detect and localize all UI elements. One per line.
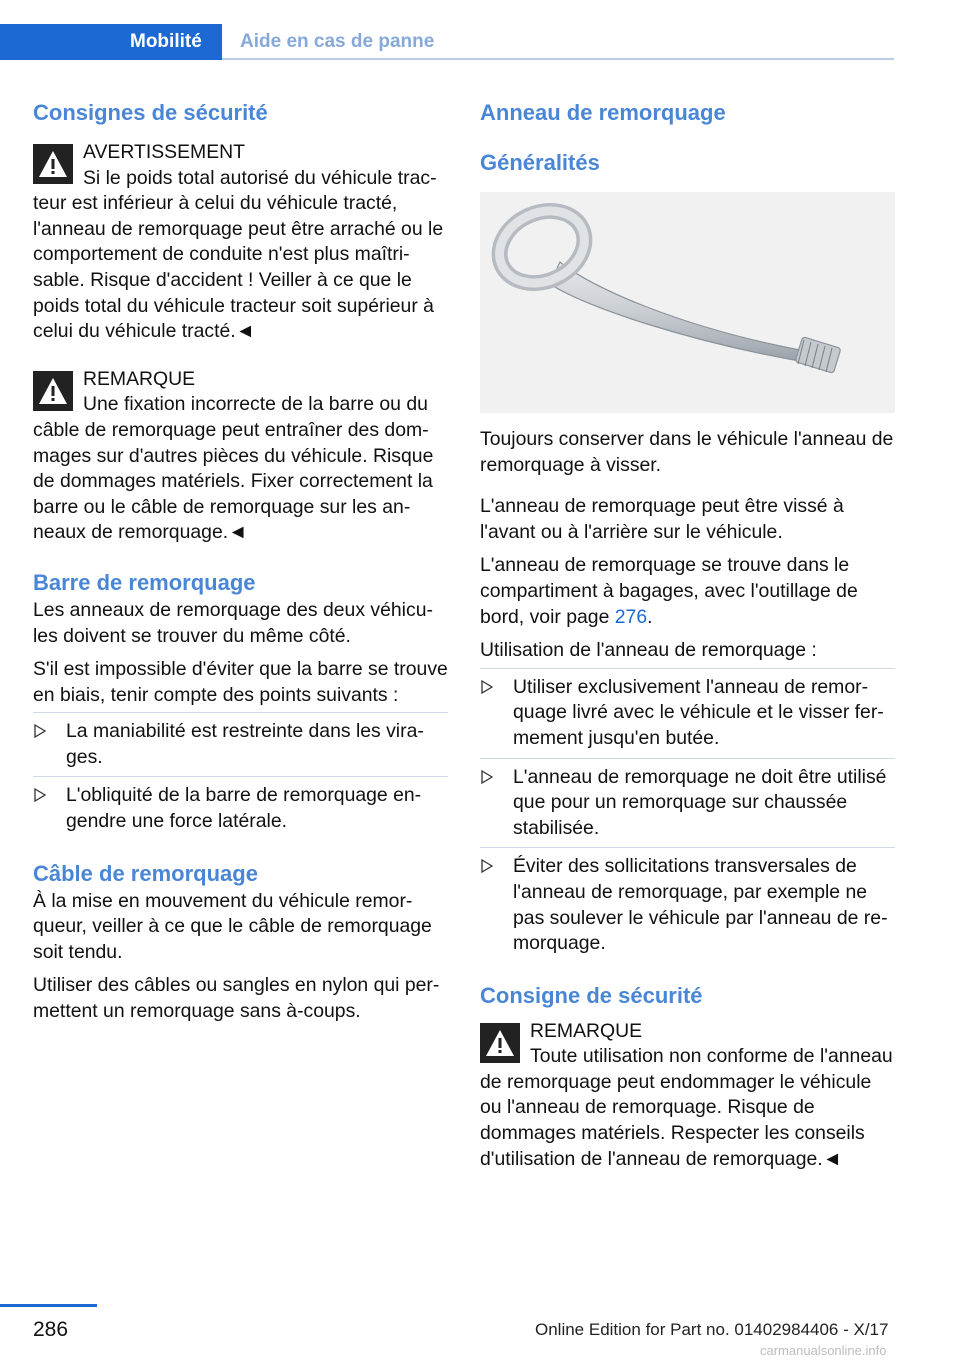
warning-block-1	[33, 140, 448, 345]
triangle-right-icon	[481, 766, 493, 780]
list-item	[33, 712, 448, 777]
triangle-right-icon	[481, 676, 493, 690]
paragraph-text: .	[647, 605, 653, 628]
right-column	[480, 98, 895, 1194]
list-item	[480, 848, 895, 962]
list-item-text: Utiliser exclusivement l'anneau de remorquage livré avec le véhicule et le visser fermement jusqu'en butée.	[513, 675, 884, 749]
tow-ring-illustration	[480, 192, 895, 413]
watermark: carmanualsonline.info	[760, 1343, 887, 1358]
page-number-bar	[0, 1304, 97, 1307]
warning-text: Toute utilisation non conforme de l'anneau de remorquage peut endommager le véhicule ou l'anneau de remorquage. Risque de dommages matériels. Respecter les conseils d'utilisation de l'anneau de remorquage.◄	[480, 1045, 893, 1170]
bullet-list	[480, 668, 895, 963]
list-item-text: La maniabilité est restreinte dans les virages.	[66, 720, 424, 768]
paragraph: S'il est impossible d'éviter que la barre se trouve en biais, tenir compte des points suivants :	[33, 658, 448, 706]
paragraph	[480, 553, 895, 630]
paragraph: Toujours conserver dans le véhicule l'anneau de remorquage à visser.	[480, 428, 894, 476]
tab-mobilite[interactable]: Mobilité	[0, 24, 222, 60]
heading-safety-note: Consigne de sécurité	[480, 982, 703, 1008]
warning-triangle-icon	[480, 1023, 520, 1063]
paragraph: Utilisation de l'anneau de remorquage :	[480, 639, 817, 662]
list-item-text: L'anneau de remorquage ne doit être utilisé que pour un remorquage sur chaussée stabilisée.	[513, 765, 887, 839]
list-item-text: L'obliquité de la barre de remorquage engendre une force latérale.	[66, 784, 422, 833]
paragraph: L'anneau de remorquage peut être vissé à l'avant ou à l'arrière sur le véhicule.	[480, 495, 844, 543]
heading-tow-ring: Anneau de remorquage	[480, 100, 726, 125]
paragraph-text: L'anneau de remorquage se trouve dans le compartiment à bagages, avec l'outillage de bord, voir page	[480, 554, 858, 628]
page-number: 286	[33, 1318, 69, 1341]
warning-block-3	[480, 1019, 895, 1173]
heading-safety: Consignes de sécurité	[33, 100, 268, 125]
warning-title: REMARQUE	[83, 367, 196, 390]
heading-tow-bar: Barre de remorquage	[33, 569, 256, 595]
list-item-text: Éviter des sollicitations transversales de l'anneau de remorquage, par exemple ne pas soulever le véhicule par l'anneau de remorquage.	[513, 855, 888, 955]
warning-triangle-icon	[33, 371, 73, 411]
warning-title: REMARQUE	[530, 1019, 643, 1042]
tab-underline	[222, 58, 894, 60]
list-item	[33, 777, 448, 840]
warning-text: Une fixation incorrecte de la barre ou du câble de remorquage peut entraîner des dommages sur d'autres pièces du véhicule. Risque de dommages matériels. Fixer correctement la barre ou le câble de remorquage sur les anneaux de remorquage.◄	[33, 393, 434, 544]
warning-text: Si le poids total autorisé du véhicule tracteur est inférieur à celui du véhicule tracté, l'anneau de remorquage peut être arraché ou le comportement de conduite n'est plus maîtrisable. Risque d'accident ! Veiller à ce que le poids total du véhicule tracteur soit supérieur à celui du véhicule tracté.◄	[33, 166, 444, 343]
warning-block-2	[33, 367, 448, 546]
triangle-right-icon	[34, 720, 46, 734]
heading-general: Généralités	[480, 150, 600, 175]
warning-triangle-icon	[33, 144, 73, 184]
triangle-right-icon	[481, 855, 493, 869]
paragraph: À la mise en mouvement du véhicule remorqueur, veiller à ce que le câble de remorquage soit tendu.	[33, 889, 432, 963]
left-column	[33, 98, 448, 1033]
list-item	[480, 759, 895, 849]
page-link[interactable]: 276	[614, 605, 648, 628]
warning-title: AVERTISSEMENT	[83, 141, 245, 163]
header-tabs	[0, 24, 896, 60]
heading-tow-cable: Câble de remorquage	[33, 860, 258, 886]
edition-text: Online Edition for Part no. 01402984406 - X/17	[535, 1320, 889, 1339]
paragraph: Utiliser des câbles ou sangles en nylon qui permettent un remorquage sans à-coups.	[33, 974, 440, 1023]
bullet-list	[33, 712, 448, 840]
triangle-right-icon	[34, 784, 46, 798]
list-item	[480, 668, 895, 759]
tab-aide-panne[interactable]: Aide en cas de panne	[240, 31, 435, 52]
paragraph: Les anneaux de remorquage des deux véhicules doivent se trouver du même côté.	[33, 598, 433, 647]
